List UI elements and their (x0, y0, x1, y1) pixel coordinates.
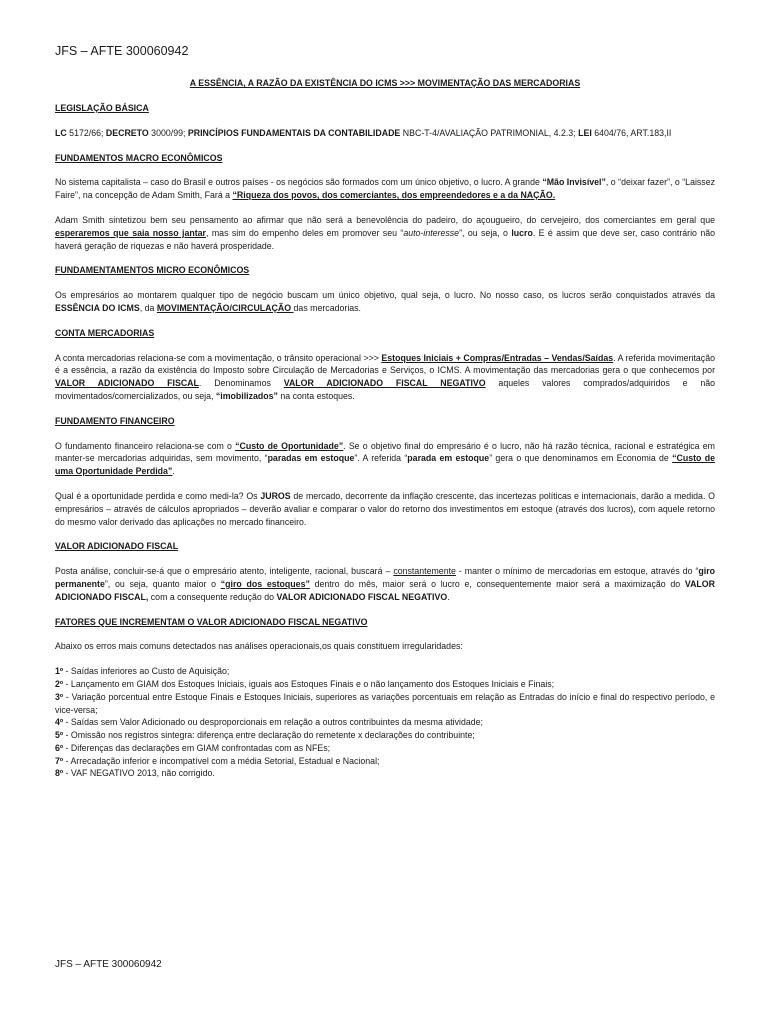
text: aqueles valores comprados/adquiridos e não movimentados/comercializados, ou seja, (55, 378, 716, 401)
macro-paragraph-1 (55, 176, 715, 202)
text-bold-underline: “Custo de uma Oportunidade Perdida” (55, 453, 715, 477)
lc-label: LC (55, 127, 67, 138)
text-bold-underline: MOVIMENTAÇÃO/CIRCULAÇÃO (156, 302, 294, 313)
text: Qual é a oportunidade perdida e como medi-la? Os (55, 490, 261, 501)
text-bold: JUROS (260, 490, 291, 501)
micro-paragraph (55, 289, 715, 315)
text: das mercadorias. (293, 302, 362, 313)
text-bold-underline: esperaremos que saia nosso jantar (55, 227, 206, 238)
list-item-number: 3º (55, 691, 64, 702)
text-italic: auto-interesse (403, 227, 460, 238)
text: Posta análise, concluir-se-á que o empresário atento, inteligente, racional, buscará – (55, 566, 394, 577)
page-footer: JFS – AFTE 300060942 (55, 959, 162, 970)
document-title: A ESSÊNCIA, A RAZÃO DA EXISTÊNCIA DO ICMS >>> MOVIMENTAÇÃO DAS MERCADORIAS (189, 78, 581, 88)
text: NBC-T-4/AVALIAÇÃO PATRIMONIAL, 4.2.3; (400, 127, 579, 138)
list-item (55, 742, 715, 755)
text: . Se o objetivo final do empresário é o lucro, não há razão técnica, racional e estratégica em manter-se mercadorias adquiridas, sem movimento, “ (55, 440, 716, 464)
section-heading-financeiro: FUNDAMENTO FINANCEIRO (55, 415, 175, 426)
text-bold: VALOR ADICIONADO FISCAL, (55, 578, 715, 602)
list-item-text: - Lançamento em GIAM dos Estoques Iniciais, iguais aos Estoques Finais e o não lançamento dos Estoques Iniciais e Finais; (63, 678, 555, 689)
text: . (172, 466, 175, 477)
list-item-number: 6º (55, 742, 64, 753)
fatores-list (55, 665, 715, 780)
text: ” gera o que denominamos em Economia de (489, 453, 673, 464)
financeiro-paragraph-1 (55, 440, 715, 478)
section-heading-micro: FUNDAMENTAMENTOS MICRO ECONÔMICOS (55, 265, 250, 276)
text-bold-underline: Estoques Iniciais + Compras/Entradas – Vendas/Saídas (381, 352, 614, 363)
text: de mercado, decorrente da inflação crescente, das incertezas políticas e internacionais, darão a medida. O empresários – através de cálculos apropriados – deverão avaliar e comparar o valor do retorno dos investimentos em estoque (através dos lucros), com aquele retorno do mesmo valor derivado das aplicações no mercado financeiro. (55, 490, 715, 527)
text: O fundamento financeiro relaciona-se com o (55, 440, 236, 451)
text-bold: lucro (511, 227, 533, 238)
page-header: JFS – AFTE 300060942 (55, 44, 189, 58)
vaf-paragraph (55, 565, 715, 603)
list-item-number: 7º (55, 755, 64, 766)
text: No sistema capitalista – caso do Brasil e outros países - os negócios são formados com um único objetivo, o lucro. A grande (55, 177, 543, 188)
text-bold-underline: “giro dos estoques” (220, 578, 310, 589)
text: ”, ou seja, quanto maior o (104, 578, 221, 589)
list-item-number: 1º (55, 666, 64, 677)
list-item (55, 691, 715, 717)
text-underline: constantemente (393, 566, 456, 577)
text: ”. A referida “ (354, 453, 408, 464)
text-bold: VALOR ADICIONADO FISCAL NEGATIVO (276, 591, 448, 602)
text: 3000/99; (148, 127, 188, 138)
text-bold-underline: “Custo de Oportunidade” (235, 440, 344, 451)
text-bold: parada em estoque (407, 453, 490, 464)
text: . (447, 591, 450, 602)
text: com a consequente redução do (148, 591, 277, 602)
list-item-text: - Omissão nos registros sintegra: diferença entre declaração do remetente x declarações do contribuinte; (63, 730, 475, 741)
section-heading-macro: FUNDAMENTOS MACRO ECONÔMICOS (55, 152, 223, 163)
text: , mas sim do empenho deles em promover seu “ (206, 227, 404, 238)
decreto-label: DECRETO (105, 127, 149, 138)
list-item (55, 665, 715, 678)
list-item-text: - Arrecadação inferior e incompatível com a média Setorial, Estadual e Nacional; (63, 755, 380, 766)
list-item-text: - Saídas sem Valor Adicionado ou desproporcionais em relação a outros contribuintes da mesma atividade; (63, 717, 483, 728)
text: 5172/66; (66, 127, 106, 138)
list-item (55, 729, 715, 742)
text-bold: “imobilizados” (215, 390, 278, 401)
text: 6404/76, ART.183,II (591, 127, 672, 138)
text: - manter o mínimo de mercadorias em estoque, através do “ (455, 566, 699, 577)
text: dentro do mês, maior será o lucro e, consequentemente maior será a maximização do (309, 578, 685, 589)
text: . Denominamos (198, 378, 284, 389)
conta-paragraph (55, 352, 715, 403)
list-item-number: 8º (55, 768, 64, 779)
text-bold-underline: VALOR ADICIONADO FISCAL NEGATIVO (283, 378, 486, 389)
text-bold: “Mão Invisível” (542, 177, 606, 188)
section-heading-conta: CONTA MERCADORIAS (55, 327, 155, 338)
list-item-number: 5º (55, 730, 64, 741)
principios-label: PRINCÍPIOS FUNDAMENTAIS DA CONTABILIDADE (187, 127, 401, 138)
text: Adam Smith sintetizou bem seu pensamento ao afirmar que não será a benevolência do padeiro, do açougueiro, do cervejeiro, dos comerciantes em geral que (55, 214, 715, 225)
document-body (55, 102, 715, 780)
list-item-text: - Diferenças das declarações em GIAM confrontadas com as NFEs; (63, 742, 331, 753)
text-bold-underline: VALOR ADICIONADO FISCAL (55, 378, 199, 389)
list-item-text: - VAF NEGATIVO 2013, não corrigido. (63, 768, 215, 779)
text: Os empresários ao montarem qualquer tipo de negócio buscam um único objetivo, qual seja, o lucro. No nosso caso, os lucros serão conquistados através da (55, 290, 715, 301)
list-item (55, 716, 715, 729)
list-item-text: - Saídas inferiores ao Custo de Aquisição; (63, 666, 230, 677)
section-heading-vaf: VALOR ADICIONADO FISCAL (55, 541, 179, 552)
text-bold: ESSÊNCIA DO ICMS (55, 302, 140, 313)
text-bold-underline: “Riqueza dos povos, dos comerciantes, dos empreendedores e a da NAÇÃO. (232, 190, 556, 201)
text: ”, ou seja, o (459, 227, 512, 238)
list-item (55, 755, 715, 768)
text: . E é assim que deve ser, caso contrário não haverá geração de riquezas e não haverá prosperidade. (55, 227, 716, 251)
lei-label: LEI (578, 127, 592, 138)
legislacao-paragraph (55, 127, 715, 140)
list-item-text: - Variação porcentual entre Estoque Finais e Estoques Iniciais, superiores as variações porcentuais em relação as Entradas do início e final do respectivo período, e vice-versa; (55, 691, 715, 715)
text: . A referida movimentação é a essência, a razão da existência do Imposto sobre Circulação de Mercadorias e Serviços, o ICMS. A movimentação das mercadorias gera o que conhecemos por (55, 352, 715, 376)
text: A conta mercadorias relaciona-se com a movimentação, o trânsito operacional >>> (55, 352, 382, 363)
text-bold: paradas em estoque (267, 453, 355, 464)
text: na conta estoques. (277, 390, 355, 401)
list-item (55, 767, 715, 780)
section-heading-legislacao: LEGISLAÇÃO BÁSICA (55, 103, 149, 113)
financeiro-paragraph-2 (55, 490, 715, 528)
list-item (55, 678, 715, 691)
text: , o “deixar fazer”, o “Laissez Faire”, na concepção de Adam Smith, Fará a (55, 177, 715, 201)
section-heading-fatores: FATORES QUE INCREMENTAM O VALOR ADICIONADO FISCAL NEGATIVO (55, 616, 368, 627)
fatores-intro: Abaixo os erros mais comuns detectados nas análises operacionais,os quais constituem irregularidades: (55, 641, 463, 652)
text: , da (139, 302, 157, 313)
list-item-number: 2º (55, 678, 64, 689)
text-bold: giro permanente (55, 566, 715, 589)
list-item-number: 4º (55, 717, 64, 728)
macro-paragraph-2 (55, 214, 715, 252)
